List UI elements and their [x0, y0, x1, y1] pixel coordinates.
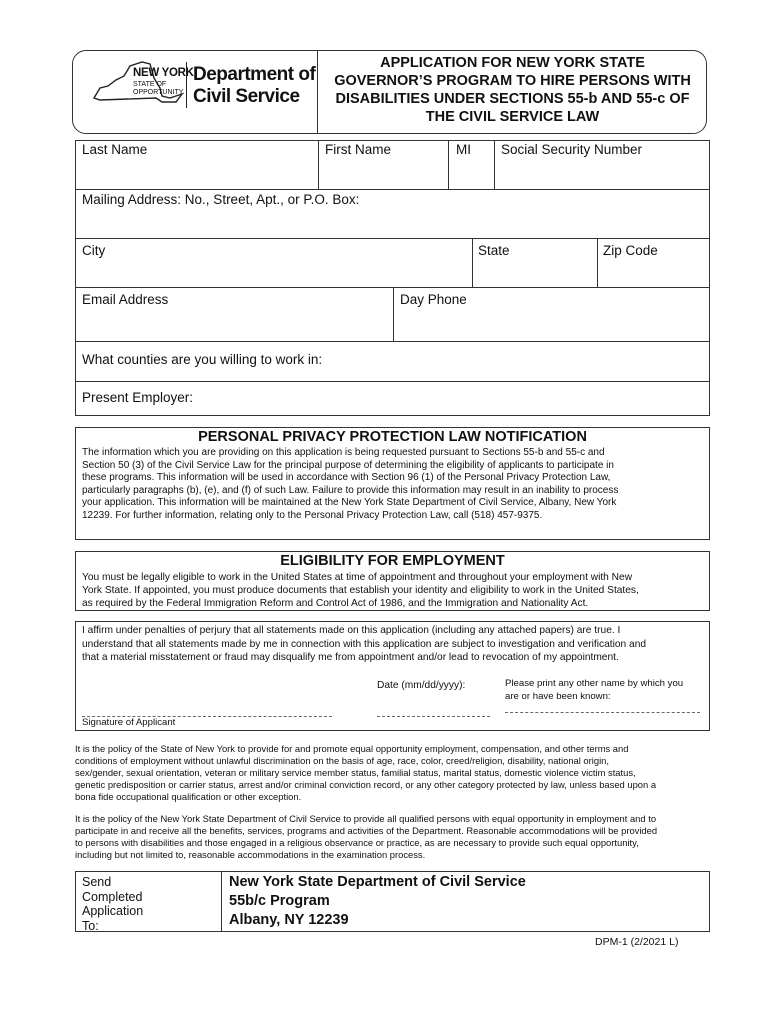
- state-field[interactable]: [476, 262, 597, 286]
- col-divider: [448, 140, 449, 189]
- privacy-text: [82, 447, 702, 523]
- present-employer-label: Present Employer:: [82, 390, 194, 405]
- mi-field[interactable]: [452, 162, 494, 186]
- affirmation-line: that a material misstatement or fraud may disqualify me from appointment and/or lead to revocation of my appointment.: [82, 652, 619, 663]
- date-field[interactable]: [377, 698, 494, 716]
- send-label-line: Send: [82, 875, 112, 889]
- send-to-divider: [221, 871, 222, 932]
- last-name-label: Last Name: [82, 142, 148, 157]
- day-phone-field[interactable]: [397, 312, 710, 339]
- policy-line: It is the policy of the New York State Department of Civil Service to provide all qualified persons with equal opportunity in employment and to: [75, 813, 657, 824]
- policy-line: to persons with disabilities and those engaged in a religious observance or practice, as are necessary to provide such equal opportunity,: [75, 837, 639, 848]
- title-line: DISABILITIES UNDER SECTIONS 55-b AND 55-c OF: [335, 91, 690, 107]
- ssn-field[interactable]: [498, 162, 710, 186]
- eligibility-title: ELIGIBILITY FOR EMPLOYMENT: [280, 553, 505, 569]
- logo-civil-service: Civil Service: [193, 86, 300, 107]
- counties-field[interactable]: [335, 350, 709, 374]
- title-line: GOVERNOR’S PROGRAM TO HIRE PERSONS WITH: [334, 73, 691, 89]
- eligibility-line: York State. If appointed, you must produce documents that establish your identity and eligibility to work in the United States,: [82, 585, 639, 596]
- affirmation-line: understand that all statements made by me in connection with this application are subject to investigation and verification and: [82, 638, 647, 650]
- signature-label: Signature of Applicant: [82, 717, 176, 728]
- row-divider: [75, 381, 710, 382]
- col-divider: [597, 238, 598, 287]
- privacy-line: 12239. For further information, relating only to the Personal Privacy Protection Law, call (518) 457-9375.: [82, 509, 543, 521]
- policy-line: conditions of employment without unlawful discrimination on the basis of age, race, color, creed/religion, disability, national origin,: [75, 755, 609, 766]
- city-label: City: [82, 243, 106, 258]
- policy-line: bona fide occupational qualification or other exception.: [75, 791, 302, 802]
- date-label: Date (mm/dd/yyyy):: [377, 680, 466, 691]
- policy-line: including but not limited to, reasonable accommodations in the examination process.: [75, 849, 426, 860]
- email-address-label: Email Address: [82, 292, 169, 307]
- zip-code-label: Zip Code: [603, 243, 658, 258]
- other-name-line: [505, 712, 700, 713]
- send-label: [82, 875, 143, 933]
- page-title: [318, 54, 707, 126]
- first-name-field[interactable]: [322, 162, 448, 186]
- email-address-field[interactable]: [80, 312, 393, 339]
- accommodation-policy-text: [75, 813, 715, 861]
- privacy-line: particularly paragraphs (b), (e), and (f) of such Law. Failure to provide this information may result in an inability to process: [82, 484, 619, 496]
- row-divider: [75, 189, 710, 190]
- mailing-address-label: Mailing Address: No., Street, Apt., or P.O. Box:: [82, 192, 360, 207]
- other-name-label-2: are or have been known:: [505, 691, 611, 702]
- policy-line: genetic predisposition or carrier status, arrest and/or criminal conviction record, or any other category protected by law, unless based upon a: [75, 779, 657, 790]
- col-divider: [393, 287, 394, 341]
- destination-line: Albany, NY 12239: [229, 912, 349, 928]
- policy-line: sex/gender, sexual orientation, veteran or military service member status, familial status, marital status, domestic violence victim status,: [75, 767, 636, 778]
- signature-field[interactable]: [82, 698, 336, 716]
- logo-department: Department of: [193, 64, 316, 85]
- send-label-line: To:: [82, 918, 99, 933]
- logo-new-york: NEW YORK: [133, 67, 194, 79]
- eligibility-text: [82, 571, 704, 610]
- send-label-line: Application: [82, 904, 144, 918]
- logo-divider: [186, 62, 187, 108]
- eligibility-line: You must be legally eligible to work in the United States at time of appointment and throughout your employment with New: [82, 572, 633, 583]
- day-phone-label: Day Phone: [400, 292, 467, 307]
- affirmation-line: I affirm under penalties of perjury that all statements made on this application (including any attached papers) are true. I: [82, 625, 621, 636]
- row-divider: [75, 238, 710, 239]
- state-label: State: [478, 243, 510, 258]
- logo-state-of: STATE OF: [133, 81, 167, 88]
- other-name-field[interactable]: [505, 697, 704, 713]
- mailing-address-field[interactable]: [80, 212, 709, 236]
- counties-label: What counties are you willing to work in:: [82, 352, 323, 367]
- title-line: THE CIVIL SERVICE LAW: [425, 109, 600, 125]
- eligibility-line: as required by the Federal Immigration Reform and Control Act of 1986, and the Immigration and Nationality Act.: [82, 598, 589, 609]
- city-field[interactable]: [80, 262, 472, 286]
- logo-opportunity: OPPORTUNITY.: [133, 89, 185, 96]
- affirmation-text: [82, 624, 704, 665]
- privacy-line: your application. This information will be maintained at the New York State Department of Civil Service, Albany, New York: [82, 497, 617, 509]
- privacy-line: The information which you are providing on this application is being requested pursuant to Sections 55-b and 55-c and: [82, 447, 605, 458]
- col-divider: [318, 140, 319, 189]
- destination-line: New York State Department of Civil Service: [229, 874, 526, 890]
- mi-label: MI: [456, 142, 471, 157]
- date-line: [377, 716, 490, 717]
- col-divider: [472, 238, 473, 287]
- last-name-field[interactable]: [80, 162, 318, 186]
- privacy-line: these programs. This information will be used in accordance with Section 96 (1) of the Personal Privacy Protection Law,: [82, 472, 611, 484]
- destination-line: 55b/c Program: [229, 893, 330, 909]
- policy-line: It is the policy of the State of New York to provide for and promote equal opportunity employment, compensation, and other terms and: [75, 743, 629, 754]
- col-divider: [494, 140, 495, 189]
- row-divider: [75, 341, 710, 342]
- first-name-label: First Name: [325, 142, 392, 157]
- title-line: APPLICATION FOR NEW YORK STATE: [380, 55, 645, 71]
- policy-line: participate in and receive all the benefits, services, programs and activities of the Department. Reasonable accommodations will be provided: [75, 825, 658, 836]
- privacy-title: PERSONAL PRIVACY PROTECTION LAW NOTIFICATION: [198, 429, 587, 445]
- send-label-line: Completed: [82, 889, 143, 904]
- present-employer-field[interactable]: [200, 388, 709, 412]
- mailing-destination: [229, 873, 526, 930]
- form-id: DPM-1 (2/2021 L): [595, 936, 679, 948]
- zip-code-field[interactable]: [601, 262, 710, 286]
- ssn-label: Social Security Number: [501, 142, 643, 157]
- eeo-policy-text: [75, 743, 715, 803]
- other-name-label-1: Please print any other name by which you: [505, 678, 684, 689]
- privacy-line: Section 50 (3) of the Civil Service Law for the principal purpose of determining the eligibility of applicants to participate in: [82, 459, 614, 471]
